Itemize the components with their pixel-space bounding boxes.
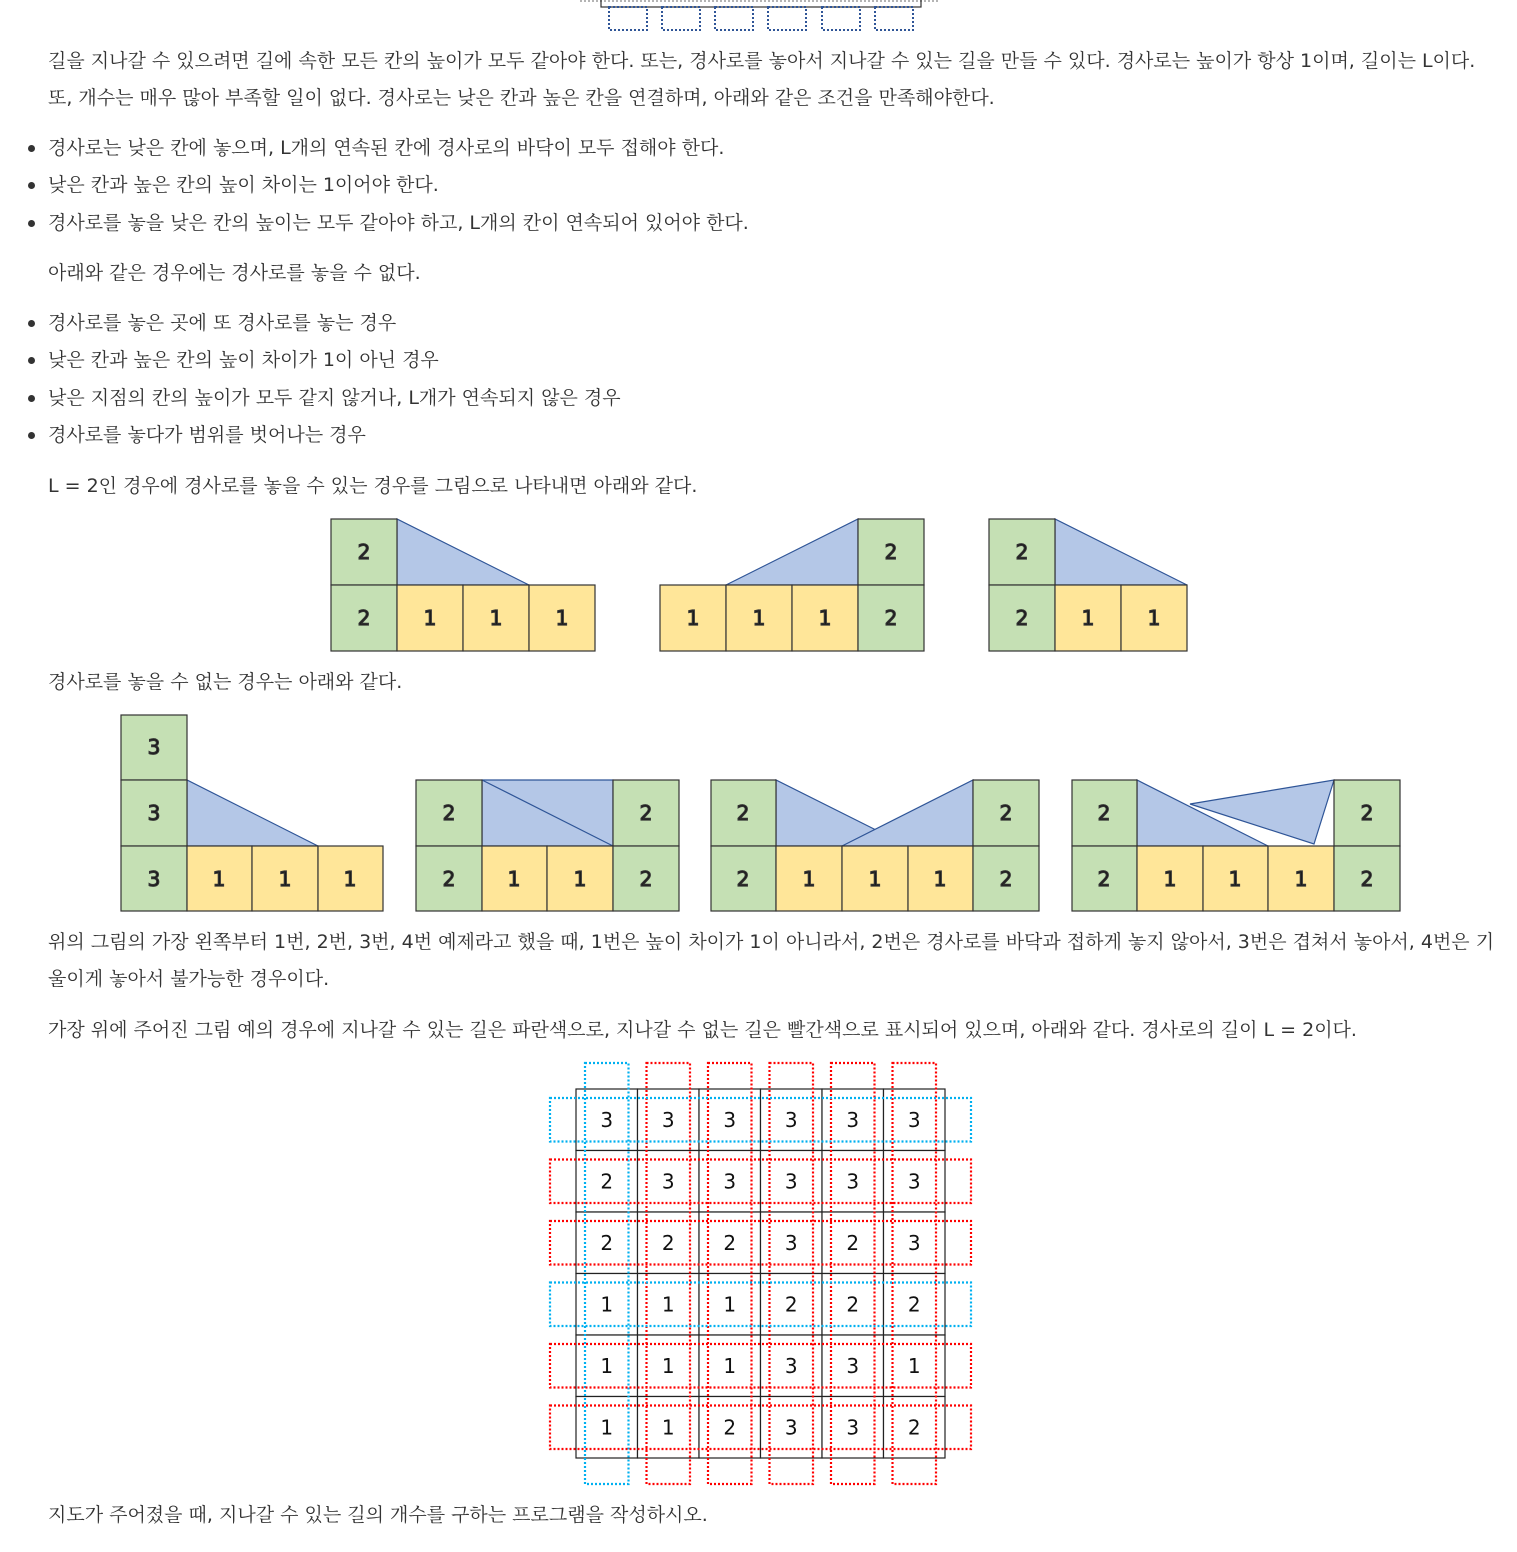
- cell-value: 1: [507, 867, 521, 891]
- paragraph-task: 지도가 주어졌을 때, 지나갈 수 있는 길의 개수를 구하는 프로그램을 작성하시오.: [48, 1504, 708, 1526]
- grid-cell-value: 2: [600, 1230, 614, 1255]
- grid-cell-value: 1: [600, 1353, 614, 1378]
- cell-value: 3: [147, 801, 161, 825]
- cell-value: 1: [818, 606, 832, 630]
- invalid-example-4: [1072, 780, 1400, 911]
- invalid-case-item: 경사로를 놓은 곳에 또 경사로를 놓는 경우: [48, 305, 396, 342]
- grid-cell-value: 2: [846, 1292, 860, 1317]
- paragraph-invalid-figure-intro: 경사로를 놓을 수 없는 경우는 아래와 같다.: [48, 671, 403, 693]
- invalid-case-item: 경사로를 놓다가 범위를 벗어나는 경우: [48, 417, 366, 454]
- grid-cell-value: 3: [784, 1107, 798, 1132]
- grid-cell-value: 1: [600, 1415, 614, 1440]
- cell-value: 2: [736, 867, 750, 891]
- grid-cell-value: 3: [907, 1230, 921, 1255]
- cell-value: 1: [343, 867, 357, 891]
- grid-cell-value: 2: [846, 1230, 860, 1255]
- ramp: [1055, 519, 1187, 585]
- grid-cell-value: 3: [846, 1169, 860, 1194]
- ramp: [726, 519, 858, 585]
- cell-value: 2: [357, 606, 371, 630]
- valid-example-3: [989, 519, 1187, 651]
- condition-item: 경사로를 놓을 낮은 칸의 높이는 모두 같아야 하고, L개의 칸이 연속되어 있어야 한다.: [48, 205, 749, 242]
- grid-cell-value: 2: [661, 1230, 675, 1255]
- cell-value: 2: [999, 867, 1013, 891]
- cell-value: 1: [1294, 867, 1308, 891]
- cell-value: 2: [1015, 540, 1029, 564]
- cell-value: 3: [147, 735, 161, 759]
- cell-value: 2: [639, 867, 653, 891]
- valid-example-2: [660, 519, 924, 651]
- grid-cell-value: 3: [723, 1169, 737, 1194]
- cell-value: 1: [1147, 606, 1161, 630]
- grid-cell-value: 1: [600, 1292, 614, 1317]
- cell-value: 1: [1228, 867, 1242, 891]
- paragraph-invalid-intro: 아래와 같은 경우에는 경사로를 놓을 수 없다.: [48, 262, 421, 284]
- cell-value: 2: [736, 801, 750, 825]
- grid-cell-value: 1: [661, 1353, 675, 1378]
- condition-item: 낮은 칸과 높은 칸의 높이 차이는 1이어야 한다.: [48, 167, 439, 204]
- cell-value: 1: [555, 606, 569, 630]
- invalid-example-1: [121, 715, 383, 911]
- grid-cell-value: 3: [846, 1415, 860, 1440]
- grid-cell-value: 2: [600, 1169, 614, 1194]
- cell-value: 3: [147, 867, 161, 891]
- cell-value: 1: [868, 867, 882, 891]
- grid-cell-value: 1: [907, 1353, 921, 1378]
- paragraph-explanation-line2: 울이게 놓아서 불가능한 경우이다.: [48, 968, 330, 990]
- paragraph-valid-figure-intro: L = 2인 경우에 경사로를 놓을 수 있는 경우를 그림으로 나타내면 아래와 같다.: [48, 475, 698, 497]
- cell-value: 2: [1360, 801, 1374, 825]
- cell-value: 1: [278, 867, 292, 891]
- invalid-examples-figure: [0, 710, 1517, 915]
- grid-cell-value: 1: [723, 1292, 737, 1317]
- grid-cell-value: 3: [661, 1169, 675, 1194]
- cell-value: 2: [1015, 606, 1029, 630]
- grid-cell-value: 2: [907, 1415, 921, 1440]
- grid-cell-value: 3: [907, 1107, 921, 1132]
- cell-value: 2: [884, 540, 898, 564]
- grid-cell-value: 3: [723, 1107, 737, 1132]
- cell-value: 2: [999, 801, 1013, 825]
- ramp: [397, 519, 529, 585]
- invalid-example-2: [416, 780, 679, 911]
- grid-cell-value: 1: [723, 1353, 737, 1378]
- grid-cell-value: 2: [723, 1230, 737, 1255]
- cell-value: 1: [933, 867, 947, 891]
- cell-value: 1: [1081, 606, 1095, 630]
- cell-value: 1: [573, 867, 587, 891]
- top-grid-fragment: [0, 0, 1517, 40]
- invalid-example-3: [711, 780, 1039, 911]
- cell-value: 2: [357, 540, 371, 564]
- paragraph-explanation-line1: 위의 그림의 가장 왼쪽부터 1번, 2번, 3번, 4번 예제라고 했을 때, 1번은 높이 차이가 1이 아니라서, 2번은 경사로를 바닥과 접하게 놓지 않아서, 3번은 겹쳐서 놓아서, 4번은 기: [48, 931, 1495, 953]
- cell-value: 2: [1097, 867, 1111, 891]
- paragraph-intro-line2: 또, 개수는 매우 많아 부족할 일이 없다. 경사로는 낮은 칸과 높은 칸을 연결하며, 아래와 같은 조건을 만족해야한다.: [48, 87, 995, 109]
- cell-value: 2: [1097, 801, 1111, 825]
- map-grid-figure: [0, 1055, 1517, 1495]
- cell-value: 2: [639, 801, 653, 825]
- grid-cell-value: 1: [661, 1292, 675, 1317]
- valid-examples-figure: [0, 510, 1517, 670]
- grid-cell-value: 3: [661, 1107, 675, 1132]
- grid-cell-value: 3: [907, 1169, 921, 1194]
- cell-value: 2: [884, 606, 898, 630]
- grid-cell-value: 3: [846, 1107, 860, 1132]
- cell-value: 2: [442, 801, 456, 825]
- invalid-case-item: 낮은 칸과 높은 칸의 높이 차이가 1이 아닌 경우: [48, 342, 439, 379]
- grid-cell-value: 2: [907, 1292, 921, 1317]
- cell-value: 1: [686, 606, 700, 630]
- grid-cell-value: 3: [784, 1169, 798, 1194]
- cell-value: 1: [212, 867, 226, 891]
- grid-cell-value: 1: [661, 1415, 675, 1440]
- invalid-case-item: 낮은 지점의 칸의 높이가 모두 같지 않거나, L개가 연속되지 않은 경우: [48, 380, 621, 417]
- cell-value: 1: [489, 606, 503, 630]
- valid-example-1: [331, 519, 595, 651]
- ramp: [842, 780, 973, 846]
- ramp: [187, 780, 318, 846]
- condition-item: 경사로는 낮은 칸에 놓으며, L개의 연속된 칸에 경사로의 바닥이 모두 접해야 한다.: [48, 130, 724, 167]
- grid-cell-value: 3: [784, 1415, 798, 1440]
- cell-value: 1: [423, 606, 437, 630]
- grid-cell-value: 2: [784, 1292, 798, 1317]
- cell-value: 2: [442, 867, 456, 891]
- cell-value: 1: [752, 606, 766, 630]
- paragraph-map-explanation: 가장 위에 주어진 그림 예의 경우에 지나갈 수 있는 길은 파란색으로, 지나갈 수 없는 길은 빨간색으로 표시되어 있으며, 아래와 같다. 경사로의 길이 L = 2이다.: [48, 1019, 1357, 1041]
- grid-cell-value: 3: [784, 1353, 798, 1378]
- grid-cell-value: 2: [723, 1415, 737, 1440]
- cell-value: 2: [1360, 867, 1374, 891]
- cell-value: 1: [1163, 867, 1177, 891]
- grid-cell-value: 3: [600, 1107, 614, 1132]
- cell-value: 1: [802, 867, 816, 891]
- paragraph-intro-line1: 길을 지나갈 수 있으려면 길에 속한 모든 칸의 높이가 모두 같아야 한다. 또는, 경사로를 놓아서 지나갈 수 있는 길을 만들 수 있다. 경사로는 높이가 항상 1이며, 길이는 L이다.: [48, 50, 1476, 72]
- grid-cell-value: 3: [784, 1230, 798, 1255]
- grid-cell-value: 3: [846, 1353, 860, 1378]
